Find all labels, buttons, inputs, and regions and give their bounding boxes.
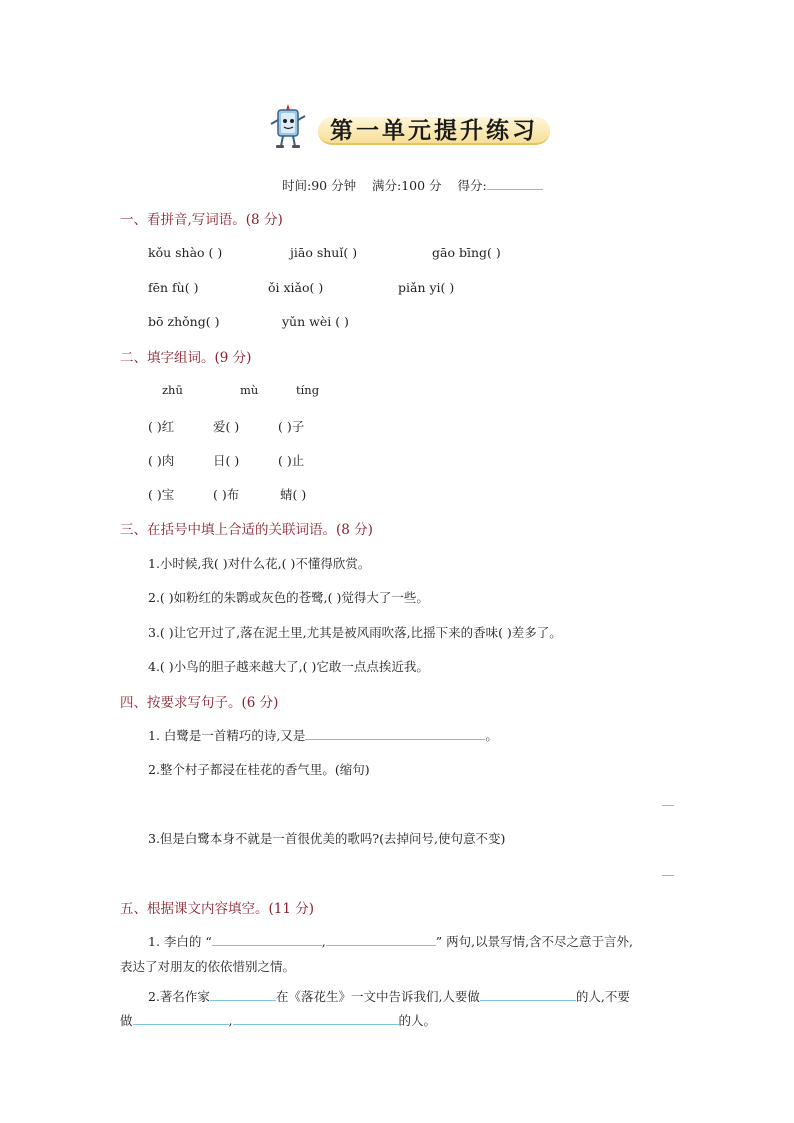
s4-q3: 3.但是白鹭本身不就是一首很优美的歌吗?(去掉问号,使句意不变) [148,831,506,846]
s4-q2-answer-line[interactable] [662,805,674,806]
s5-q1-line1 [148,932,633,950]
s1-item[interactable]: yǔn wèi ( ) [282,314,349,329]
section-3-heading: 三、在括号中填上合适的关联词语。(8 分) [120,522,373,538]
s5-q2-blank-4[interactable] [233,1012,399,1025]
s2-cell[interactable]: ( )止 [278,453,305,468]
s3-item[interactable]: 1.小时候,我( )对什么花,( )不懂得欣赏。 [148,556,371,571]
s5-q1-blank-1[interactable] [212,933,322,946]
book-mascot-icon [268,102,308,150]
s5-q2-line1 [148,987,630,1005]
s5-q2-f: 的人。 [398,1013,437,1028]
section-1-heading: 一、看拼音,写词语。(8 分) [120,212,283,228]
s5-q2-d: 做 [120,1013,133,1028]
s1-item[interactable]: kǒu shào ( ) [148,245,223,260]
score-blank[interactable] [487,177,543,190]
s5-q2-blank-2[interactable] [480,988,576,1001]
s2-cell[interactable]: ( )宝 [148,487,175,502]
s5-q2-a: 2.著名作家 [148,989,210,1004]
s2-pinyin: tíng [296,383,320,397]
s5-q2-c: 的人,不要 [575,989,630,1004]
s4-q3-answer-line[interactable] [662,875,674,876]
s5-q2-blank-3[interactable] [133,1012,229,1025]
s3-item[interactable]: 4.( )小鸟的胆子越来越大了,( )它敢一点点挨近我。 [148,659,429,674]
section-5-heading: 五、根据课文内容填空。(11 分) [120,901,315,917]
s4-q1-blank[interactable] [305,727,485,740]
s5-q2-line2 [120,1011,436,1029]
s5-q1-c: ” 两句,以景写情,含不尽之意于言外, [435,934,634,949]
s4-q2: 2.整个村子都浸在桂花的香气里。(缩句) [148,762,370,777]
s5-q2-e: , [228,1013,233,1028]
s2-cell[interactable]: ( )肉 [148,453,175,468]
s2-cell[interactable]: 爱( ) [213,419,240,434]
s2-cell[interactable]: ( )红 [148,419,175,434]
s2-cell[interactable]: ( )子 [278,419,305,434]
time-label: 时间:90 分钟 [282,178,357,193]
info-line [282,176,543,194]
score-label: 得分: [457,178,487,193]
s3-item[interactable]: 3.( )让它开过了,落在泥土里,尤其是被风雨吹落,比摇下来的香味( )差多了。 [148,625,562,640]
s5-q1-blank-2[interactable] [326,933,436,946]
s1-item[interactable]: jiāo shuǐ( ) [290,245,358,260]
s2-pinyin: zhū [162,383,183,397]
s2-cell[interactable]: 日( ) [213,453,240,468]
s1-item[interactable]: fēn fù( ) [148,280,199,295]
s1-item[interactable]: ǒi xiǎo( ) [268,280,324,295]
section-4-heading: 四、按要求写句子。(6 分) [120,695,279,711]
s4-q1-prefix: 1. 白鹭是一首精巧的诗,又是 [148,728,306,743]
s5-q2-b: 在《落花生》一文中告诉我们,人要做 [275,989,480,1004]
s5-q1-d: 表达了对朋友的依依惜别之情。 [120,959,296,974]
s5-q1-a: 1. 李白的 “ [148,934,212,949]
s1-item[interactable]: gāo bīng( ) [432,245,501,260]
s5-q1-b: , [321,934,326,949]
section-2-heading: 二、填字组词。(9 分) [120,350,252,366]
s2-pinyin: mù [240,383,259,397]
s2-cell[interactable]: 蜻( ) [280,487,307,502]
s1-item[interactable]: piǎn yi( ) [398,280,455,295]
s1-item[interactable]: bō zhǒng( ) [148,314,220,329]
s4-q1 [148,726,498,744]
s3-item[interactable]: 2.( )如粉红的朱鹮或灰色的苍鹭,( )觉得大了一些。 [148,590,429,605]
page-title: 第一单元提升练习 [330,117,538,144]
s2-cell[interactable]: ( )布 [213,487,240,502]
full-score-label: 满分:100 分 [372,178,442,193]
s5-q2-blank-1[interactable] [210,988,276,1001]
s4-q1-suffix: 。 [485,728,498,743]
title-banner [268,102,558,150]
